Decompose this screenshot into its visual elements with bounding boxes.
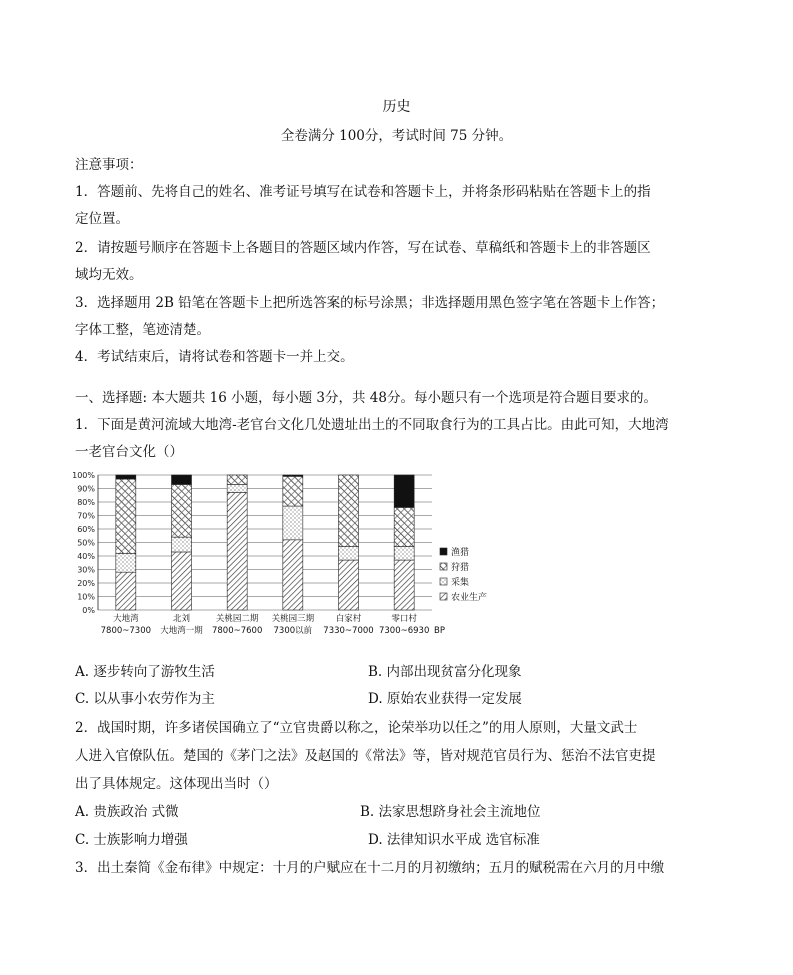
bp-unit-label: BP (434, 626, 445, 636)
notice-line: 1．答题前、先将自己的姓名、准考证号填写在试卷和答题卡上，并将条形码粘贴在答题卡上的指 (75, 184, 651, 200)
y-tick-label: 40% (77, 552, 95, 561)
bar-segment (172, 552, 192, 610)
x-period-label: 7330~7000 (323, 626, 374, 636)
x-category-label: 大地湾 (113, 614, 139, 624)
bar-segment (283, 475, 303, 476)
y-tick-label: 20% (77, 579, 95, 588)
bar-segment (172, 537, 192, 552)
y-tick-label: 90% (77, 484, 95, 494)
exam-info: 全卷满分 100分，考试时间 75 分钟。 (280, 128, 513, 144)
notice-line: 域均无效。 (75, 267, 143, 283)
page-title: 历史 (382, 99, 411, 115)
q1-option-c[interactable]: C. 以从事小农劳作为主 (75, 691, 215, 707)
x-category-label: 关桃园三期 (271, 614, 315, 624)
notice-line: 定位置。 (75, 211, 129, 227)
x-period-label: 7300~6930 (378, 626, 430, 636)
notice-heading: 注意事项： (75, 157, 143, 173)
x-category-label: 关桃园二期 (215, 614, 259, 624)
question-1-stem: 1．下面是黄河流域大地湾-老官台文化几处遗址出土的不同取食行为的工具占比。由此可知，大地湾 (75, 417, 669, 433)
bar-segment (116, 475, 136, 479)
bar-segment (394, 475, 414, 507)
section-heading: 一、选择题: 本大题共 16 小题，每小题 3分，共 48分。每小题只有一个选项是符合题目要求的。 (75, 390, 657, 406)
q1-option-b[interactable]: B. 内部出现贫富分化现象 (368, 664, 522, 680)
bar-segment (283, 506, 303, 540)
question-3-stem: 3．出土秦简《金布律》中规定：十月的户赋应在十二月的月初缴纳；五月的赋税需在六月的月中缴 (75, 860, 665, 876)
bar-segment (227, 493, 247, 610)
y-tick-label: 10% (77, 592, 95, 602)
legend-label: 农业生产 (451, 593, 488, 603)
q2-option-c[interactable]: C. 士族影响力增强 (75, 832, 188, 848)
bar-segment (339, 560, 359, 610)
bar-segment (172, 484, 192, 537)
y-tick-label: 100% (72, 471, 95, 480)
y-tick-label: 30% (77, 565, 95, 575)
bar-segment (394, 560, 414, 610)
x-period-label: 大地湾一期 (160, 626, 203, 636)
bar-segment (116, 572, 136, 610)
tool-ratio-chart (70, 465, 510, 647)
question-2-stem: 2．战国时期，许多诸侯国确立了“立官贵爵以称之，论荣举功以任之”的用人原则，大量文武士 (75, 720, 638, 736)
q2-option-d[interactable]: D. 法律知识水平成 选官标准 (368, 832, 540, 848)
y-tick-label: 0% (82, 606, 95, 615)
bar-segment (116, 479, 136, 553)
legend-swatch (440, 563, 447, 570)
legend-swatch (440, 593, 447, 600)
bar-segment (227, 484, 247, 492)
bar-segment (283, 540, 303, 610)
bar-segment (172, 475, 192, 484)
x-period-label: 7300以前 (273, 626, 313, 636)
y-tick-label: 60% (77, 525, 95, 534)
bar-segment (116, 553, 136, 572)
y-tick-label: 50% (77, 538, 95, 548)
legend-swatch (440, 578, 447, 585)
notice-line: 4．考试结束后，请将试卷和答题卡一并上交。 (75, 349, 354, 365)
x-category-label: 白家村 (335, 614, 362, 624)
x-period-label: 7800~7600 (211, 626, 263, 636)
y-tick-label: 80% (77, 498, 95, 507)
legend-swatch (440, 548, 447, 555)
bar-segment (283, 476, 303, 506)
bar-segment (339, 475, 359, 547)
question-1-stem: 一老官台文化（） (75, 444, 183, 460)
notice-line: 字体工整，笔迹清楚。 (75, 322, 210, 338)
bar-segment (339, 547, 359, 561)
question-2-stem: 人进入官僚队伍。楚国的《茅门之法》及赵国的《常法》等，皆对规范官员行为、惩治不法官吏提 (75, 748, 656, 764)
legend-label: 渔猎 (451, 548, 470, 558)
legend-label: 狩猎 (451, 563, 470, 573)
bar-segment (394, 507, 414, 546)
legend-label: 采集 (451, 578, 470, 588)
notice-line: 3．选择题用 2B 铅笔在答题卡上把所选答案的标号涂黑；非选择题用黑色签字笔在答题卡上作答； (75, 295, 665, 311)
y-tick-label: 70% (77, 511, 95, 521)
q2-option-b[interactable]: B. 法家思想跻身社会主流地位 (360, 804, 541, 820)
x-category-label: 北刘 (172, 614, 191, 624)
x-period-label: 7800~7300 (100, 626, 152, 636)
bar-segment (394, 547, 414, 561)
question-2-stem: 出了具体规定。这体现出当时（） (75, 776, 278, 792)
x-category-label: 零口村 (391, 614, 417, 624)
q2-option-a[interactable]: A. 贵族政治 式微 (75, 804, 179, 820)
q1-option-d[interactable]: D. 原始农业获得一定发展 (368, 691, 522, 707)
bar-segment (227, 475, 247, 484)
notice-line: 2．请按题号顺序在答题卡上各题目的答题区域内作答，写在试卷、草稿纸和答题卡上的非答题区 (75, 240, 651, 256)
q1-option-a[interactable]: A. 逐步转向了游牧生活 (75, 664, 215, 680)
